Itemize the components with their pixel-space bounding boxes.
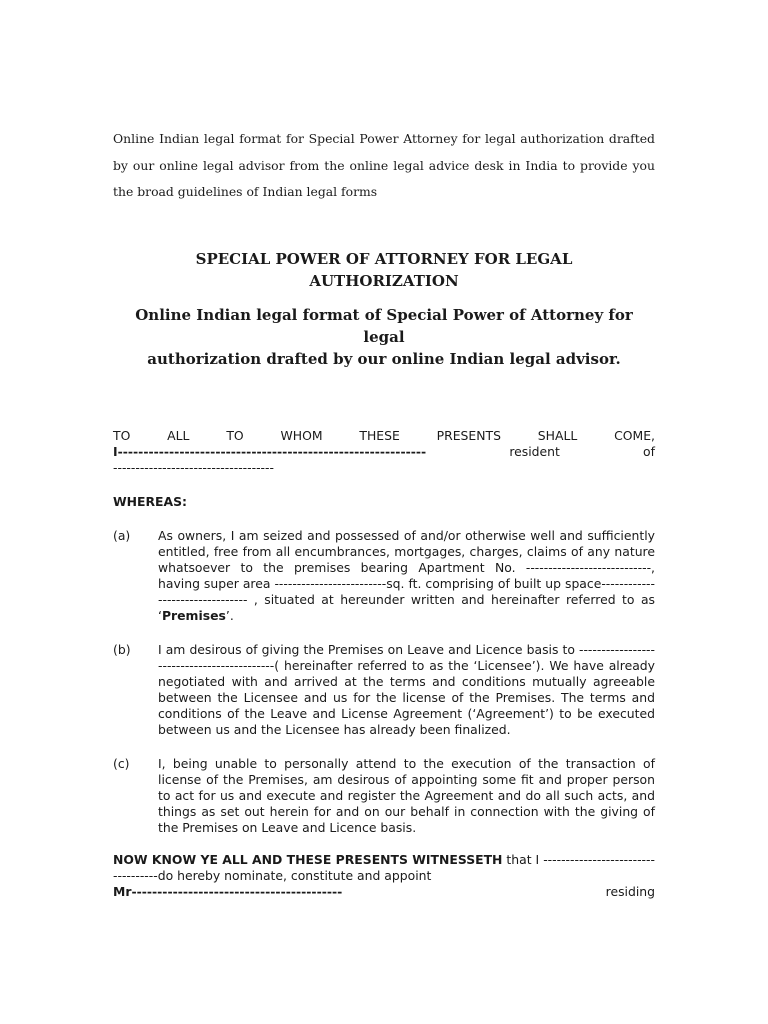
witnesseth-text: that I -----------------------------------do hereby nominate, constitute and appoint [113,851,655,883]
title-line-2: AUTHORIZATION [309,271,459,290]
document-subtitle [113,304,655,370]
attorney-blank: Mr----------------------------------------- [113,883,343,899]
intro-paragraph: Online Indian legal format for Special Power Attorney for legal authorization drafted by our online legal advisor from the online legal advice desk in India to provide you the broad guidelines of Indian legal forms [113,131,655,199]
clause-label: (c) [113,755,130,771]
witnesseth-paragraph [113,852,655,884]
residence-blank: ------------------------------------ [113,459,274,475]
witnesseth-heading: NOW KNOW YE ALL AND THESE PRESENTS WITNESSETH [113,851,503,867]
clause-label: (a) [113,527,131,543]
clause-a-text: As owners, I am seized and possessed of and/or otherwise well and sufficiently entitled, free from all encumbrances, mortgages, charges, claims of any nature whatsoever to the premises bearing Apartment No. ----------------------------, having super area -------------------------sq. ft. comprising of built up space-------------------------------- , situated at hereunder written and hereinafter referred to as ‘ [158,527,655,623]
document-page [113,126,655,900]
grantor-line [113,444,655,460]
title-line-1: SPECIAL POWER OF ATTORNEY FOR LEGAL [195,249,573,268]
clause-a-end: ’. [225,607,234,623]
to-all-line: TO ALL TO WHOM THESE PRESENTS SHALL COME, [113,427,655,443]
subtitle-line-1: Online Indian legal format of Special Power of Attorney for legal [135,305,633,346]
attorney-line [113,884,655,900]
premises-term: Premises [161,607,226,623]
resident-of-label: resident of [509,443,655,459]
grantor-blank: I------------------------------------------------------------ [113,443,427,459]
residing-label: residing [605,883,655,899]
clause-text: I am desirous of giving the Premises on Leave and Licence basis to -------------------------------------------( hereinafter referred to as the ‘Licensee’). We have already negotiated with and arrived at the terms and conditions mutually agreeable between the Licensee and us for the license of the Premises. The terms and conditions of the Leave and License Agreement (‘Agreement’) to be executed between us and the Licensee has already been finalized. [158,641,655,737]
clause-text [158,528,655,624]
clause-label: (b) [113,641,131,657]
clause-b [113,642,655,738]
clause-c [113,756,655,836]
whereas-heading: WHEREAS: [113,493,187,509]
clause-a [113,528,655,624]
document-title [113,248,655,292]
clause-text: I, being unable to personally attend to the execution of the transaction of license of the Premises, am desirous of appointing some fit and proper person to act for us and execute and register the Agreement and do all such acts, and things as set out herein for and on our behalf in connection with the giving of the Premises on Leave and Licence basis. [158,755,655,835]
subtitle-line-2: authorization drafted by our online Indian legal advisor. [147,349,621,368]
